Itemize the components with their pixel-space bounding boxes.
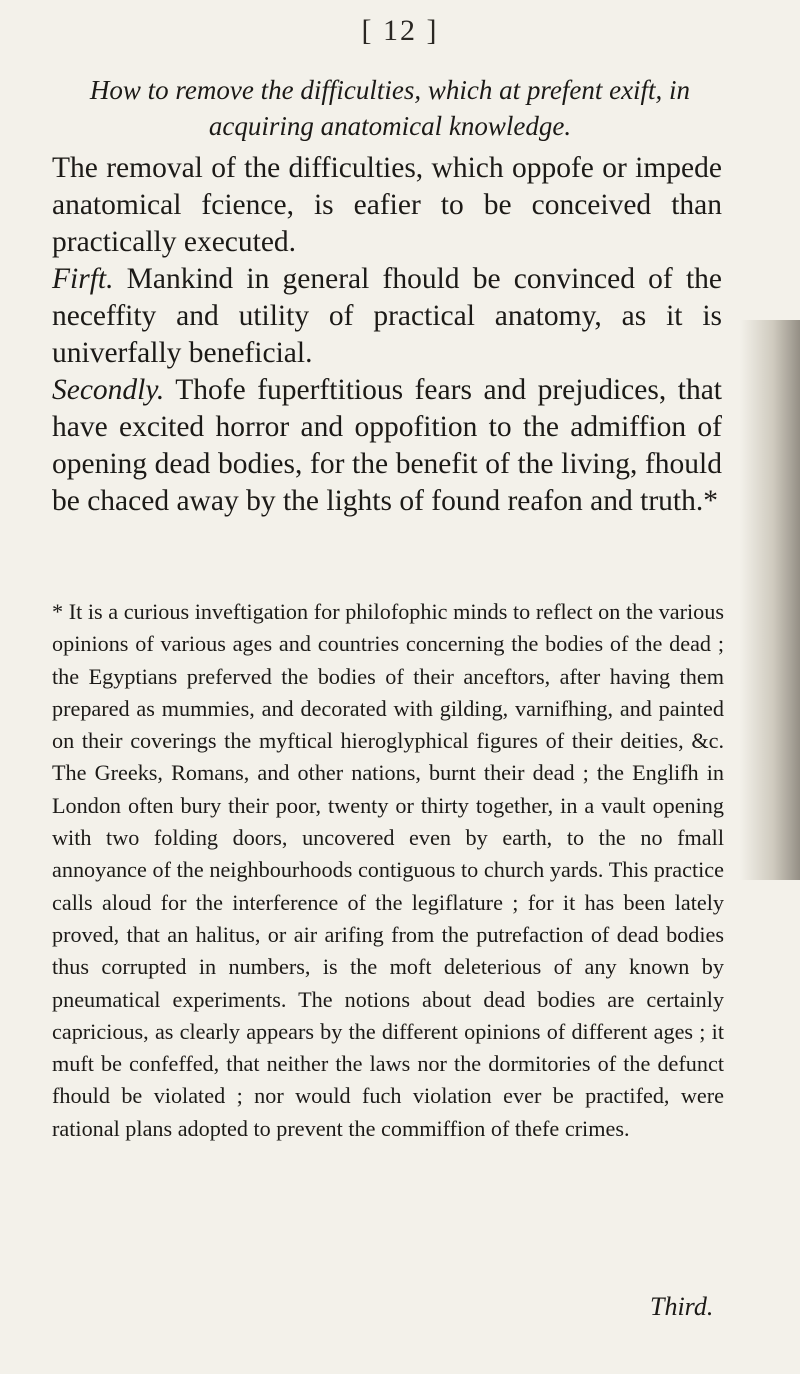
page-number: [ 12 ]: [361, 14, 439, 47]
intro-paragraph: The removal of the difficulties, which oppofe or impede anatomical fcience, is eafier to be conceived than practically executed.: [52, 152, 722, 258]
second-text: Thofe fuperftitious fears and prejudices, that have excited horror and oppofition to the admiffion of opening dead bodies, for the benefit of the living, fhould be chaced away by the lights of found reafon and truth.*: [52, 374, 722, 517]
page-edge-shadow: [740, 320, 800, 880]
main-text: [52, 150, 722, 520]
first-text: Mankind in general fhould be convinced of the neceffity and utility of practical anatomy, as it is univerfally beneficial.: [52, 263, 722, 369]
first-label: Firft.: [52, 263, 114, 295]
second-label: Secondly.: [52, 374, 165, 406]
section-heading: How to remove the difficulties, which at prefent exift, in acquiring anatomical knowledge.: [89, 75, 691, 141]
footnote: * It is a curious inveftigation for philofophic minds to reflect on the various opinions of various ages and countries concerning the bodies of the dead ; the Egyptians preferved the bodies of their anceftors, after having them prepared as mummies, and decorated with gilding, varnifhing, and painted on their coverings the myftical hieroglyphical figures of their deities, &c. The Greeks, Romans, and other nations, burnt their dead ; the Englifh in London often bury their poor, twenty or thirty together, in a vault opening with two folding doors, uncovered even by earth, to the no fmall annoyance of the neighbourhoods contiguous to church yards. This practice calls aloud for the interference of the legiflature ; for it has been lately proved, that an halitus, or air arifing from the putrefaction of dead bodies thus corrupted in numbers, is the moft deleterious of any known by pneumatical experiments. The notions about dead bodies are certainly capricious, as clearly appears by the different opinions of different ages ; it muft be confeffed, that neither the laws nor the dormitories of the defunct fhould be violated ; nor would fuch violation ever be practifed, were rational plans adopted to prevent the commiffion of thefe crimes.: [52, 599, 724, 1141]
catchword: Third.: [650, 1292, 714, 1321]
first-paragraph: [52, 261, 722, 372]
second-paragraph: [52, 372, 722, 520]
